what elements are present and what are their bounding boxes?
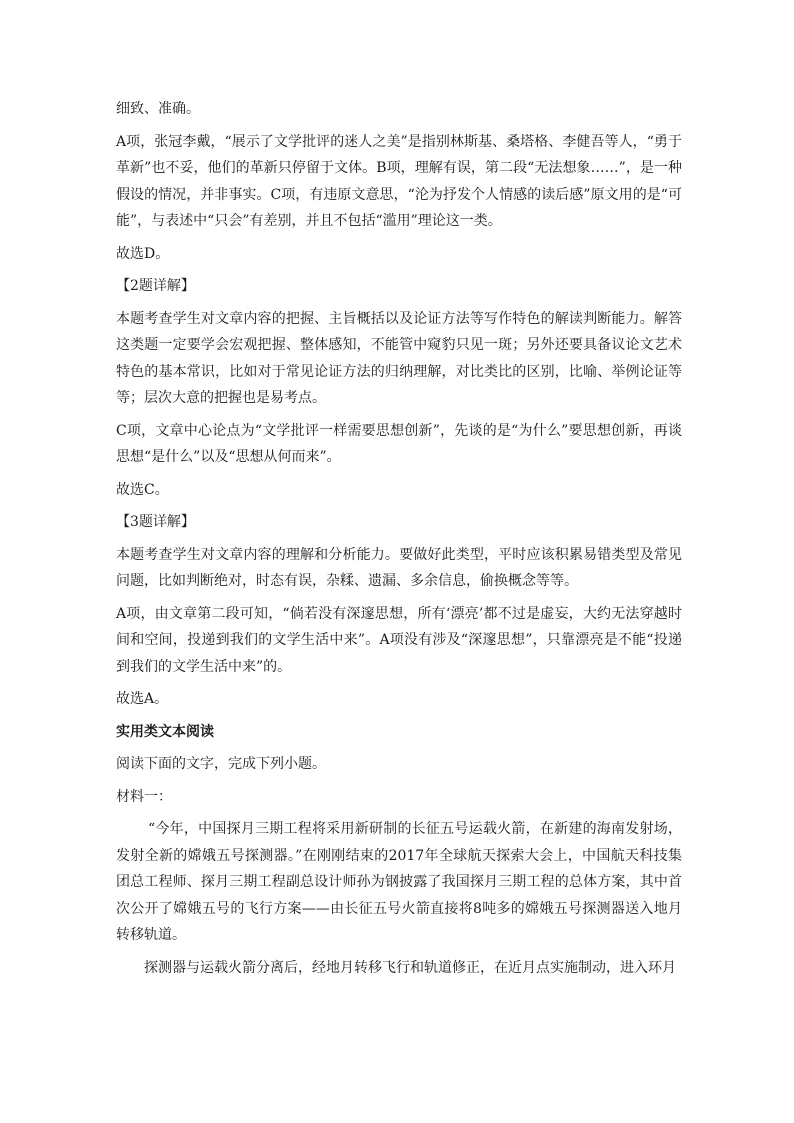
paragraph: “今年，中国探月三期工程将采用新研制的长征五号运载火箭，在新建的海南发射场，发射全新的嫦娥五号探测器。”在刚刚结束的2017年全球航天探索大会上，中国航天科技集团总工程师、探月三期工程副总设计师孙为钢披露了我国探月三期工程的总体方案，其中首次公开了嫦娥五号的飞行方案——由长征五号火箭直接将8吨多的嫦娥五号探测器送入地月转移轨道。	[116, 821, 682, 943]
paragraph: C项，文章中心论点为“文学批评一样需要思想创新”，先谈的是“为什么”要思想创新，再谈思想“是什么”以及“思想从何而来”。	[116, 422, 682, 465]
section-heading: 【3题详解】	[116, 514, 195, 530]
paragraph: 故选C。	[116, 481, 169, 498]
document-page	[116, 96, 682, 981]
section-title: 实用类文本阅读	[116, 723, 214, 740]
paragraph: 探测器与运载火箭分离后，经地月转移飞行和轨道修正，在近月点实施制动，进入环月	[144, 959, 676, 976]
paragraph: 故选A。	[116, 691, 169, 707]
paragraph: 材料一：	[116, 788, 172, 805]
paragraph: 本题考查学生对文章内容的理解和分析能力。要做好此类型，平时应该积累易错类型及常见问题，比如判断绝对，时态有误，杂糅、遗漏、多余信息，偷换概念等等。	[116, 546, 682, 589]
section-heading: 【2题详解】	[116, 278, 195, 294]
paragraph: 故选D。	[116, 245, 170, 262]
paragraph: 阅读下面的文字，完成下列小题。	[116, 756, 326, 772]
paragraph: A项，张冠李戴，“展示了文学批评的迷人之美”是指别林斯基、桑塔格、李健吾等人，“勇于革新”也不妥，他们的革新只停留于文体。B项，理解有误，第二段“无法想象……”，是一种假设的情况，并非事实。C项，有违原文意思，“沦为抒发个人情感的读后感”原文用的是“可能”，与表述中“只会”有差别，并且不包括“滥用”理论这一类。	[116, 133, 682, 229]
paragraph: 细致、准确。	[116, 101, 200, 117]
paragraph: A项，由文章第二段可知，“倘若没有深邃思想，所有‘漂亮’都不过是虚妄，大约无法穿越时间和空间，投递到我们的文学生活中来”。A项没有涉及“深邃思想”，只靠漂亮是不能“投递到我们的文学生活中来”的。	[116, 605, 682, 675]
paragraph: 本题考查学生对文章内容的把握、主旨概括以及论证方法等写作特色的解读判断能力。解答这类题一定要学会宏观把握、整体感知，不能管中窥豹只见一斑；另外还要具备议论文艺术特色的基本常识，比如对于常见论证方法的归纳理解，对比类比的区别，比喻、举例论证等等；层次大意的把握也是易考点。	[116, 310, 682, 406]
